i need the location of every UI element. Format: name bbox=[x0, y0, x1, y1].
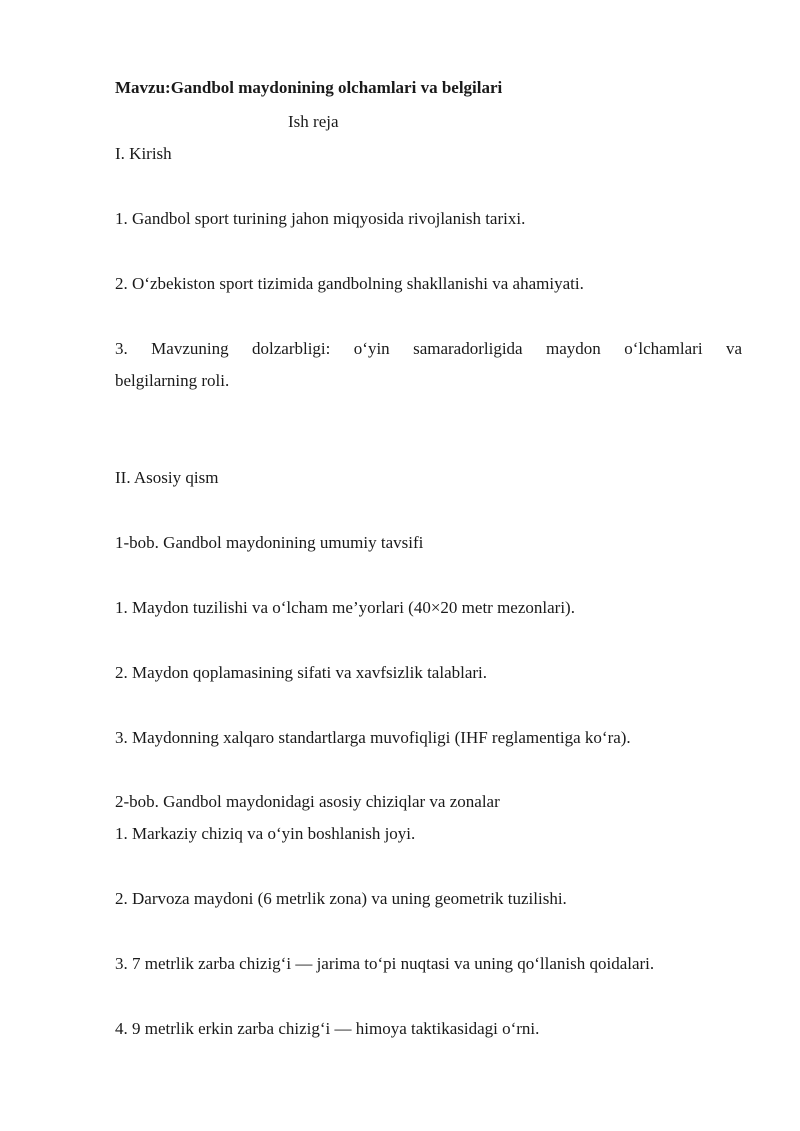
chapter-1-heading: 1-bob. Gandbol maydonining umumiy tavsifi bbox=[115, 533, 424, 552]
chapter-2-item-1: 1. Markaziy chiziq va o‘yin boshlanish joyi. bbox=[115, 824, 416, 843]
chapter-2-heading: 2-bob. Gandbol maydonidagi asosiy chiziqlar va zonalar bbox=[115, 792, 500, 811]
chapter-1-item-2: 2. Maydon qoplamasining sifati va xavfsizlik talablari. bbox=[115, 663, 488, 682]
intro-item-1: 1. Gandbol sport turining jahon miqyosida rivojlanish tarixi. bbox=[115, 209, 526, 228]
chapter-2-item-4: 4. 9 metrlik erkin zarba chizig‘i — himoya taktikasidagi o‘rni. bbox=[115, 1019, 540, 1038]
intro-heading: I. Kirish bbox=[115, 144, 172, 163]
intro-item-3-line-1: 3. Mavzuning dolzarbligi: o‘yin samaradorligida maydon o‘lchamlari va bbox=[115, 339, 742, 358]
main-heading: II. Asosiy qism bbox=[115, 468, 219, 487]
intro-item-3-line-2: belgilarning roli. bbox=[115, 371, 230, 390]
intro-item-2: 2. O‘zbekiston sport tizimida gandbolning shakllanishi va ahamiyati. bbox=[115, 274, 584, 293]
chapter-2-item-3: 3. 7 metrlik zarba chizig‘i — jarima to‘pi nuqtasi va uning qo‘llanish qoidalari. bbox=[115, 954, 655, 973]
chapter-2-item-2: 2. Darvoza maydoni (6 metrlik zona) va uning geometrik tuzilishi. bbox=[115, 889, 567, 908]
plan-heading: Ish reja bbox=[288, 112, 339, 131]
chapter-1-item-3: 3. Maydonning xalqaro standartlarga muvofiqligi (IHF reglamentiga ko‘ra). bbox=[115, 728, 631, 747]
chapter-1-item-1: 1. Maydon tuzilishi va o‘lcham me’yorlari (40×20 metr mezonlari). bbox=[115, 598, 575, 617]
document-title: Mavzu:Gandbol maydonining olchamlari va belgilari bbox=[115, 78, 503, 97]
